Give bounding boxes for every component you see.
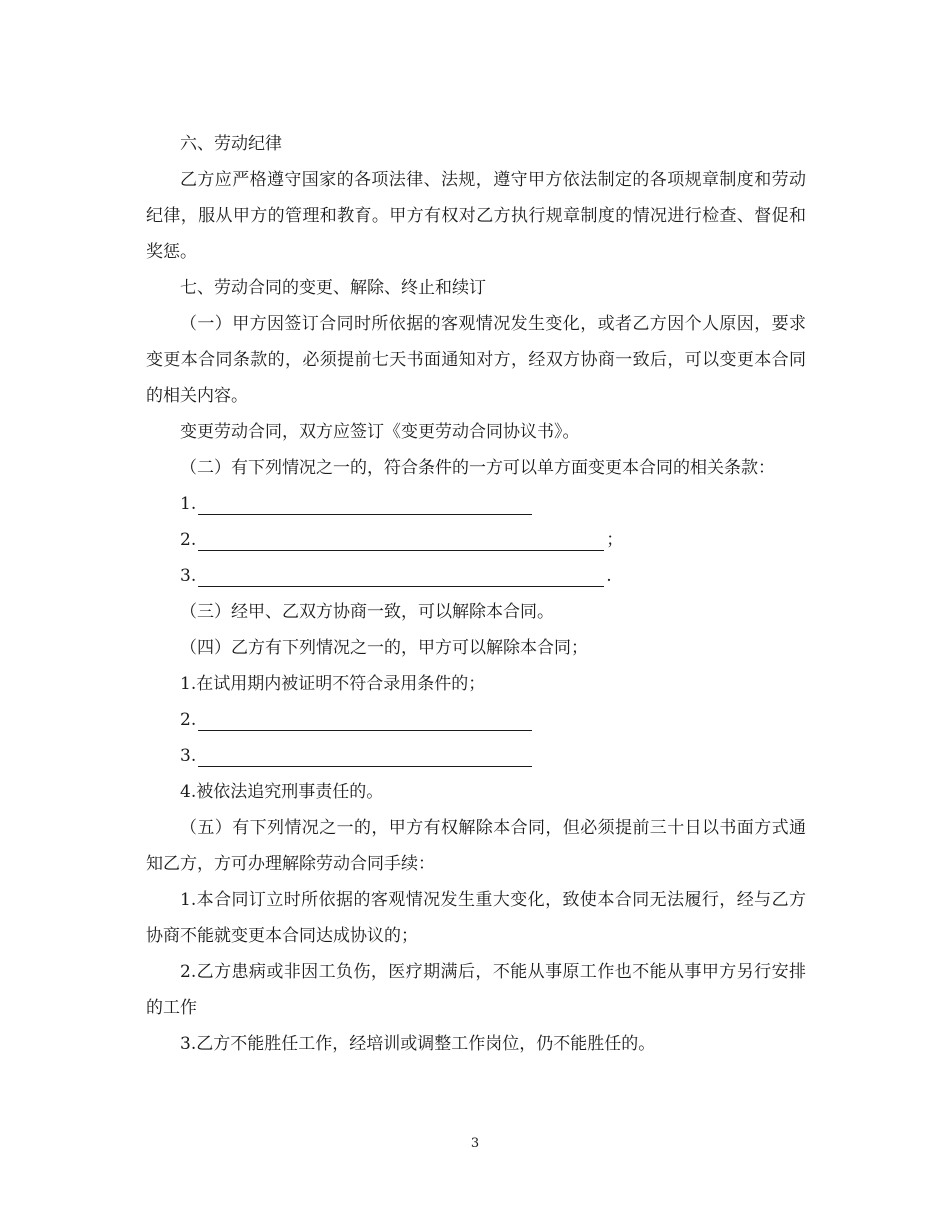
paragraph-clause-5: （五）有下列情况之一的，甲方有权解除本合同，但必须提前三十日以书面方式通知乙方，方可办理解除劳动合同手续： [146, 818, 806, 874]
blank-underline [198, 528, 604, 551]
blank-underline [198, 744, 532, 767]
paragraph-clause-1: （一）甲方因签订合同时所依据的客观情况发生变化，或者乙方因个人原因，要求变更本合同条款的，必须提前七天书面通知对方，经双方协商一致后，可以变更本合同的相关内容。 [146, 314, 806, 406]
list-item-5-1: 1.本合同订立时所依据的客观情况发生重大变化，致使本合同无法履行，经与乙方协商不能就变更本合同达成协议的； [146, 890, 806, 946]
blank-item-2-2 [146, 522, 806, 558]
blank-item-4-2 [146, 702, 806, 738]
blank-item-number: 3. [180, 566, 197, 586]
list-item-4-1: 1.在试用期内被证明不符合录用条件的； [180, 674, 486, 694]
paragraph-clause-3: （三）经甲、乙双方协商一致，可以解除本合同。 [180, 602, 554, 622]
paragraph-labor-discipline: 乙方应严格遵守国家的各项法律、法规，遵守甲方依法制定的各项规章制度和劳动纪律，服从甲方的管理和教育。甲方有权对乙方执行规章制度的情况进行检查、督促和奖惩。 [146, 170, 806, 262]
list-item-5-3: 3.乙方不能胜任工作，经培训或调整工作岗位，仍不能胜任的。 [180, 1034, 656, 1054]
blank-item-number: 3. [180, 746, 197, 766]
page-number: 3 [470, 1136, 480, 1151]
section-heading-contract-changes: 七、劳动合同的变更、解除、终止和续订 [180, 278, 486, 298]
blank-underline [198, 564, 604, 587]
paragraph-clause-2: （二）有下列情况之一的，符合条件的一方可以单方面变更本合同的相关条款： [180, 458, 775, 478]
blank-item-number: 2. [180, 710, 197, 730]
blank-item-number: 2. [180, 530, 197, 550]
paragraph-change-agreement: 变更劳动合同，双方应签订《变更劳动合同协议书》。 [180, 422, 580, 442]
blank-underline [198, 708, 532, 731]
blank-item-number: 1. [180, 494, 197, 514]
section-heading-labor-discipline: 六、劳动纪律 [180, 134, 282, 154]
blank-item-trail: . [606, 566, 612, 586]
blank-underline [198, 492, 532, 515]
blank-item-2-3 [146, 558, 806, 594]
document-body [146, 126, 806, 1062]
blank-item-4-3 [146, 738, 806, 774]
list-item-5-2: 2.乙方患病或非因工负伤，医疗期满后，不能从事原工作也不能从事甲方另行安排的工作 [146, 962, 806, 1018]
blank-item-2-1 [146, 486, 806, 522]
paragraph-clause-4: （四）乙方有下列情况之一的，甲方可以解除本合同； [180, 638, 588, 658]
list-item-4-4: 4.被依法追究刑事责任的。 [180, 782, 384, 802]
blank-item-trail: ； [606, 530, 624, 550]
